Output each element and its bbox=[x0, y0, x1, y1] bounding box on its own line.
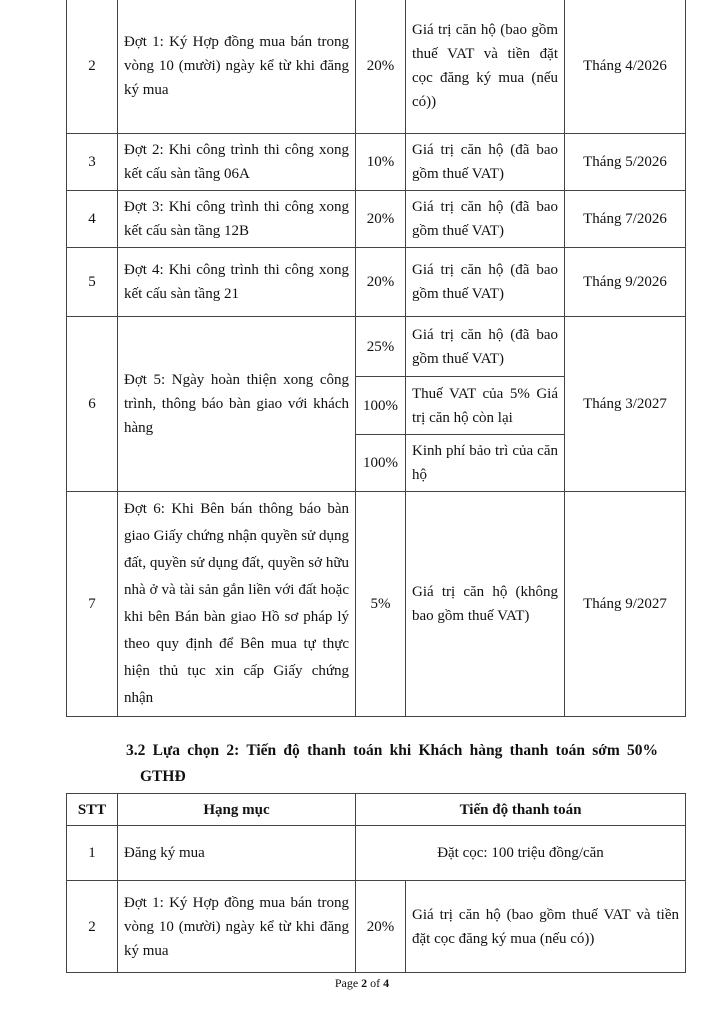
item-cell: Đợt 5: Ngày hoàn thiện xong công trình, thông báo bàn giao với khách hàng bbox=[118, 317, 356, 492]
percent-cell: 20% bbox=[356, 191, 406, 248]
percent-cell: 20% bbox=[356, 0, 406, 134]
footer-total-pages: 4 bbox=[383, 976, 390, 990]
table-row bbox=[67, 248, 686, 317]
basis-cell: Kinh phí bảo trì của căn hộ bbox=[406, 435, 565, 492]
time-cell: Tháng 5/2026 bbox=[565, 134, 686, 191]
percent-cell: 100% bbox=[356, 435, 406, 492]
basis-cell: Giá trị căn hộ (đã bao gồm thuế VAT) bbox=[406, 317, 565, 377]
stt-cell: 2 bbox=[67, 0, 118, 134]
stt-cell: 1 bbox=[67, 826, 118, 881]
section-title: Lựa chọn 2: Tiến độ thanh toán khi Khách hàng thanh toán sớm 50% bbox=[152, 742, 658, 759]
footer-sep: of bbox=[367, 976, 384, 990]
item-cell: Đợt 1: Ký Hợp đồng mua bán trong vòng 10 (mười) ngày kể từ khi đăng ký mua bbox=[118, 881, 356, 973]
percent-cell: 5% bbox=[356, 492, 406, 717]
item-cell: Đợt 4: Khi công trình thi công xong kết cấu sàn tầng 21 bbox=[118, 248, 356, 317]
time-cell: Tháng 3/2027 bbox=[565, 317, 686, 492]
table-row bbox=[67, 881, 686, 973]
item-cell: Đợt 6: Khi Bên bán thông báo bàn giao Giấy chứng nhận quyền sử dụng đất, quyền sử dụng đất, quyền sở hữu nhà ở và tài sản gắn liền với đất hoặc khi bên Bán bàn giao Hồ sơ pháp lý theo quy định để Bên mua tự thực hiện thủ tục xin cấp Giấy chứng nhận bbox=[118, 492, 356, 717]
section-heading bbox=[126, 738, 658, 790]
basis-cell: Giá trị căn hộ (đã bao gồm thuế VAT) bbox=[406, 134, 565, 191]
table-row bbox=[67, 191, 686, 248]
page-footer bbox=[0, 976, 724, 991]
payment-schedule-table-option2 bbox=[66, 793, 686, 973]
stt-cell: 2 bbox=[67, 881, 118, 973]
footer-prefix: Page bbox=[334, 976, 362, 990]
basis-cell: Giá trị căn hộ (đã bao gồm thuế VAT) bbox=[406, 248, 565, 317]
table-header-row bbox=[67, 794, 686, 826]
basis-cell: Giá trị căn hộ (bao gồm thuế VAT và tiền đặt cọc đăng ký mua (nếu có)) bbox=[406, 0, 565, 134]
item-cell: Đăng ký mua bbox=[118, 826, 356, 881]
table-row bbox=[67, 0, 686, 134]
basis-cell: Thuế VAT của 5% Giá trị căn hộ còn lại bbox=[406, 377, 565, 435]
item-cell: Đợt 3: Khi công trình thi công xong kết cấu sàn tầng 12B bbox=[118, 191, 356, 248]
payment-schedule-table-option1 bbox=[66, 0, 686, 717]
stt-cell: 5 bbox=[67, 248, 118, 317]
table-row bbox=[67, 134, 686, 191]
table-row bbox=[67, 317, 686, 377]
table-row bbox=[67, 826, 686, 881]
time-cell: Tháng 4/2026 bbox=[565, 0, 686, 134]
basis-cell: Giá trị căn hộ (không bao gồm thuế VAT) bbox=[406, 492, 565, 717]
stt-cell: 6 bbox=[67, 317, 118, 492]
percent-cell: 10% bbox=[356, 134, 406, 191]
header-progress: Tiến độ thanh toán bbox=[356, 794, 686, 826]
item-cell: Đợt 1: Ký Hợp đồng mua bán trong vòng 10 (mười) ngày kể từ khi đăng ký mua bbox=[118, 0, 356, 134]
percent-cell: 100% bbox=[356, 377, 406, 435]
basis-cell: Giá trị căn hộ (đã bao gồm thuế VAT) bbox=[406, 191, 565, 248]
percent-cell: 20% bbox=[356, 881, 406, 973]
footer-current-page: 2 bbox=[361, 976, 368, 990]
stt-cell: 7 bbox=[67, 492, 118, 717]
progress-cell: Đặt cọc: 100 triệu đồng/căn bbox=[356, 826, 686, 881]
percent-cell: 20% bbox=[356, 248, 406, 317]
time-cell: Tháng 9/2026 bbox=[565, 248, 686, 317]
section-number: 3.2 bbox=[126, 742, 146, 759]
section-title-continued: GTHĐ bbox=[140, 768, 186, 785]
basis-cell: Giá trị căn hộ (bao gồm thuế VAT và tiền đặt cọc đăng ký mua (nếu có)) bbox=[406, 881, 686, 973]
item-cell: Đợt 2: Khi công trình thi công xong kết cấu sàn tầng 06A bbox=[118, 134, 356, 191]
time-cell: Tháng 9/2027 bbox=[565, 492, 686, 717]
time-cell: Tháng 7/2026 bbox=[565, 191, 686, 248]
stt-cell: 4 bbox=[67, 191, 118, 248]
header-stt: STT bbox=[67, 794, 118, 826]
table-row bbox=[67, 492, 686, 717]
stt-cell: 3 bbox=[67, 134, 118, 191]
header-item: Hạng mục bbox=[118, 794, 356, 826]
percent-cell: 25% bbox=[356, 317, 406, 377]
